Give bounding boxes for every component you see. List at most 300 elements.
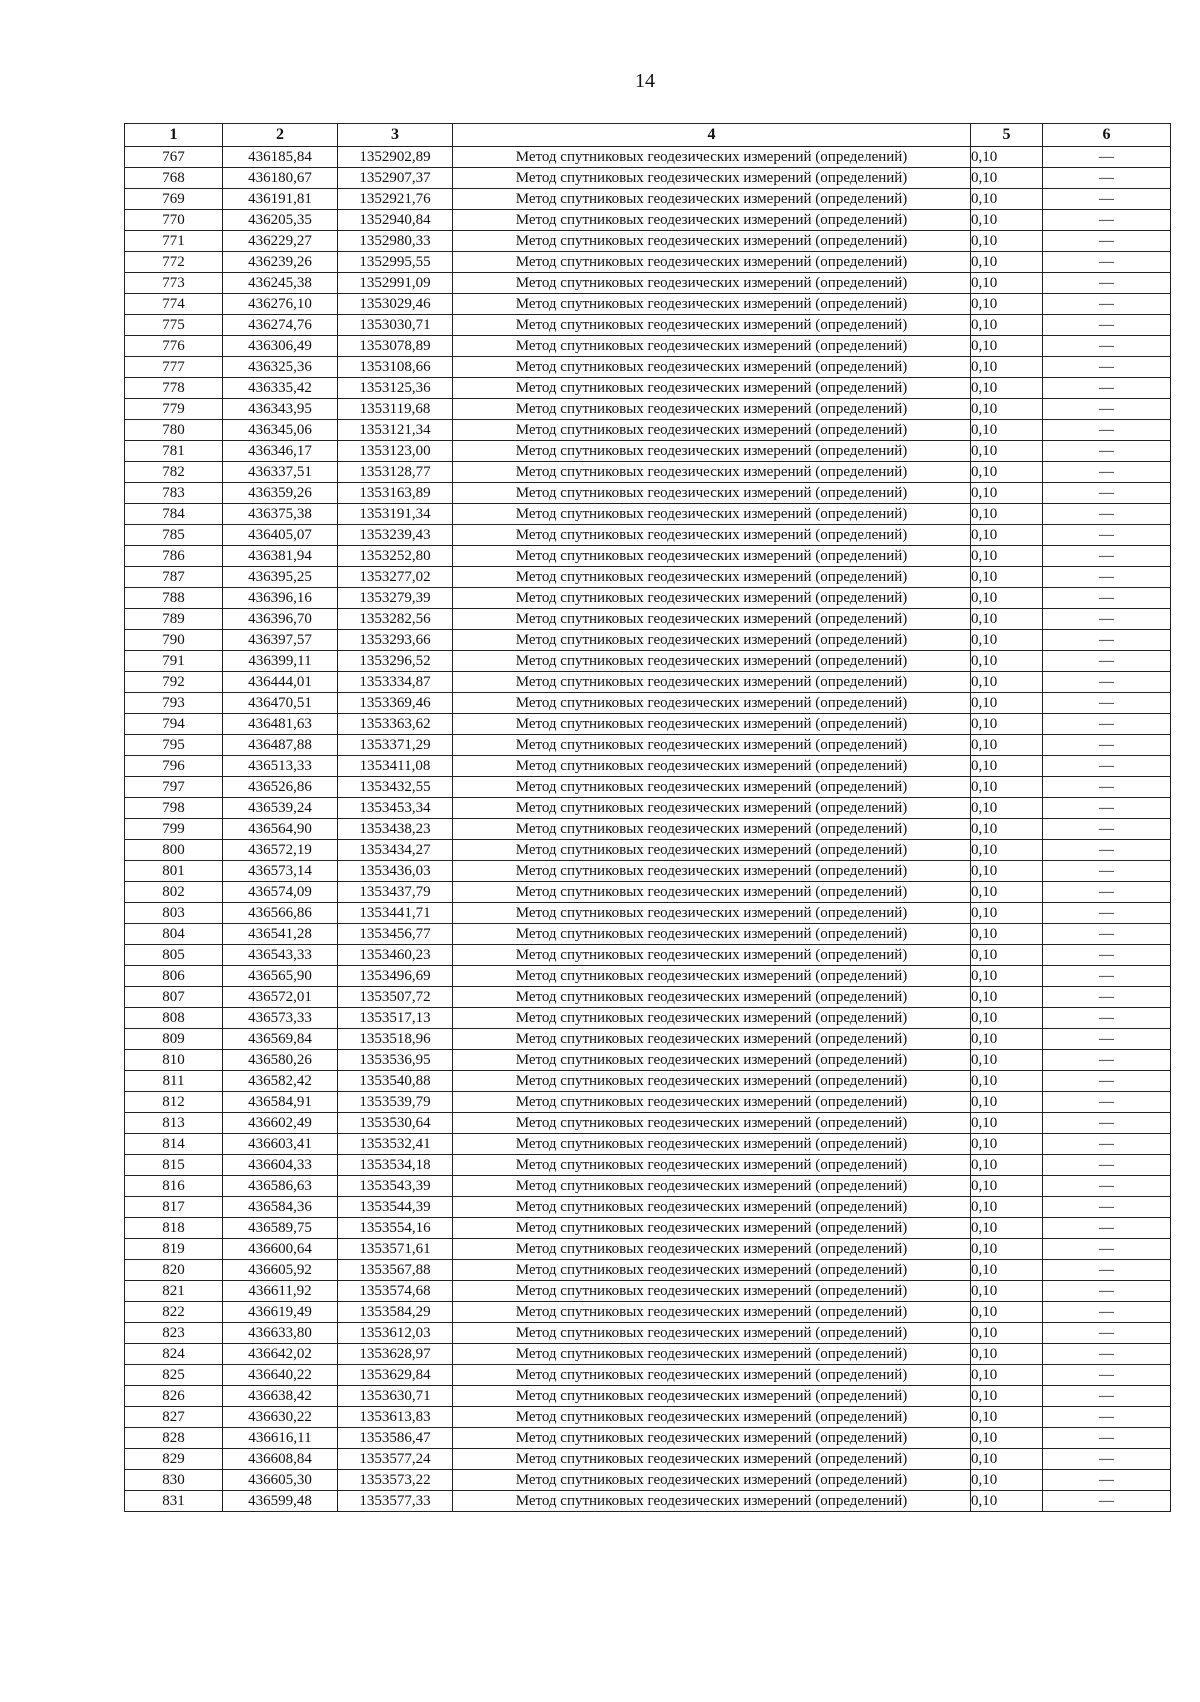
y-coordinate-cell: 1353030,71 [338, 315, 453, 336]
point-number-cell: 797 [125, 777, 223, 798]
y-coordinate-cell: 1353252,80 [338, 546, 453, 567]
method-cell: Метод спутниковых геодезических измерений (определений) [453, 693, 971, 714]
table-row [125, 1239, 1171, 1260]
x-coordinate-cell: 436573,33 [223, 1008, 338, 1029]
method-cell: Метод спутниковых геодезических измерений (определений) [453, 273, 971, 294]
y-coordinate-cell: 1352991,09 [338, 273, 453, 294]
note-cell: — [1043, 252, 1171, 273]
table-row [125, 924, 1171, 945]
note-cell: — [1043, 945, 1171, 966]
x-coordinate-cell: 436642,02 [223, 1344, 338, 1365]
note-cell: — [1043, 777, 1171, 798]
point-number-cell: 822 [125, 1302, 223, 1323]
note-cell: — [1043, 1218, 1171, 1239]
x-coordinate-cell: 436239,26 [223, 252, 338, 273]
accuracy-cell: 0,10 [971, 882, 1043, 903]
point-number-cell: 792 [125, 672, 223, 693]
note-cell: — [1043, 1386, 1171, 1407]
accuracy-cell: 0,10 [971, 504, 1043, 525]
x-coordinate-cell: 436589,75 [223, 1218, 338, 1239]
accuracy-cell: 0,10 [971, 1323, 1043, 1344]
note-cell: — [1043, 210, 1171, 231]
note-cell: — [1043, 1092, 1171, 1113]
method-cell: Метод спутниковых геодезических измерений (определений) [453, 420, 971, 441]
y-coordinate-cell: 1352995,55 [338, 252, 453, 273]
x-coordinate-cell: 436343,95 [223, 399, 338, 420]
table-row [125, 420, 1171, 441]
method-cell: Метод спутниковых геодезических измерений (определений) [453, 231, 971, 252]
y-coordinate-cell: 1353108,66 [338, 357, 453, 378]
note-cell: — [1043, 294, 1171, 315]
y-coordinate-cell: 1353612,03 [338, 1323, 453, 1344]
method-cell: Метод спутниковых геодезических измерений (определений) [453, 840, 971, 861]
x-coordinate-cell: 436180,67 [223, 168, 338, 189]
y-coordinate-cell: 1353121,34 [338, 420, 453, 441]
y-coordinate-cell: 1353571,61 [338, 1239, 453, 1260]
method-cell: Метод спутниковых геодезических измерений (определений) [453, 903, 971, 924]
x-coordinate-cell: 436574,09 [223, 882, 338, 903]
point-number-cell: 803 [125, 903, 223, 924]
table-row [125, 777, 1171, 798]
method-cell: Метод спутниковых геодезических измерений (определений) [453, 588, 971, 609]
table-row [125, 1197, 1171, 1218]
y-coordinate-cell: 1353277,02 [338, 567, 453, 588]
note-cell: — [1043, 1155, 1171, 1176]
point-number-cell: 796 [125, 756, 223, 777]
x-coordinate-cell: 436396,16 [223, 588, 338, 609]
accuracy-cell: 0,10 [971, 798, 1043, 819]
accuracy-cell: 0,10 [971, 630, 1043, 651]
note-cell: — [1043, 1239, 1171, 1260]
note-cell: — [1043, 231, 1171, 252]
table-row [125, 714, 1171, 735]
method-cell: Метод спутниковых геодезических измерений (определений) [453, 1050, 971, 1071]
table-row [125, 525, 1171, 546]
y-coordinate-cell: 1353436,03 [338, 861, 453, 882]
method-cell: Метод спутниковых геодезических измерений (определений) [453, 378, 971, 399]
accuracy-cell: 0,10 [971, 945, 1043, 966]
note-cell: — [1043, 441, 1171, 462]
method-cell: Метод спутниковых геодезических измерений (определений) [453, 1134, 971, 1155]
table-row [125, 252, 1171, 273]
point-number-cell: 813 [125, 1113, 223, 1134]
table-row [125, 1092, 1171, 1113]
table-row [125, 1050, 1171, 1071]
point-number-cell: 809 [125, 1029, 223, 1050]
y-coordinate-cell: 1353629,84 [338, 1365, 453, 1386]
point-number-cell: 828 [125, 1428, 223, 1449]
method-cell: Метод спутниковых геодезических измерений (определений) [453, 1239, 971, 1260]
note-cell: — [1043, 504, 1171, 525]
note-cell: — [1043, 987, 1171, 1008]
y-coordinate-cell: 1353293,66 [338, 630, 453, 651]
y-coordinate-cell: 1353460,23 [338, 945, 453, 966]
table-row [125, 315, 1171, 336]
x-coordinate-cell: 436602,49 [223, 1113, 338, 1134]
x-coordinate-cell: 436205,35 [223, 210, 338, 231]
accuracy-cell: 0,10 [971, 378, 1043, 399]
accuracy-cell: 0,10 [971, 651, 1043, 672]
note-cell: — [1043, 1071, 1171, 1092]
accuracy-cell: 0,10 [971, 693, 1043, 714]
y-coordinate-cell: 1353438,23 [338, 819, 453, 840]
y-coordinate-cell: 1353334,87 [338, 672, 453, 693]
point-number-cell: 787 [125, 567, 223, 588]
note-cell: — [1043, 1344, 1171, 1365]
point-number-cell: 794 [125, 714, 223, 735]
point-number-cell: 784 [125, 504, 223, 525]
accuracy-cell: 0,10 [971, 546, 1043, 567]
accuracy-cell: 0,10 [971, 1239, 1043, 1260]
y-coordinate-cell: 1353029,46 [338, 294, 453, 315]
note-cell: — [1043, 1176, 1171, 1197]
accuracy-cell: 0,10 [971, 462, 1043, 483]
accuracy-cell: 0,10 [971, 210, 1043, 231]
y-coordinate-cell: 1353411,08 [338, 756, 453, 777]
method-cell: Метод спутниковых геодезических измерений (определений) [453, 819, 971, 840]
accuracy-cell: 0,10 [971, 903, 1043, 924]
x-coordinate-cell: 436345,06 [223, 420, 338, 441]
header-col-5: 5 [971, 124, 1043, 147]
x-coordinate-cell: 436600,64 [223, 1239, 338, 1260]
y-coordinate-cell: 1353630,71 [338, 1386, 453, 1407]
header-col-6: 6 [1043, 124, 1171, 147]
note-cell: — [1043, 609, 1171, 630]
table-row [125, 798, 1171, 819]
x-coordinate-cell: 436638,42 [223, 1386, 338, 1407]
table-header [125, 124, 1171, 147]
table-row [125, 378, 1171, 399]
method-cell: Метод спутниковых геодезических измерений (определений) [453, 525, 971, 546]
method-cell: Метод спутниковых геодезических измерений (определений) [453, 798, 971, 819]
method-cell: Метод спутниковых геодезических измерений (определений) [453, 651, 971, 672]
y-coordinate-cell: 1353628,97 [338, 1344, 453, 1365]
point-number-cell: 817 [125, 1197, 223, 1218]
table-row [125, 504, 1171, 525]
note-cell: — [1043, 273, 1171, 294]
y-coordinate-cell: 1353584,29 [338, 1302, 453, 1323]
accuracy-cell: 0,10 [971, 1155, 1043, 1176]
x-coordinate-cell: 436375,38 [223, 504, 338, 525]
point-number-cell: 779 [125, 399, 223, 420]
x-coordinate-cell: 436185,84 [223, 147, 338, 168]
x-coordinate-cell: 436381,94 [223, 546, 338, 567]
accuracy-cell: 0,10 [971, 1470, 1043, 1491]
point-number-cell: 772 [125, 252, 223, 273]
table-row [125, 567, 1171, 588]
page-number: 14 [635, 70, 655, 92]
point-number-cell: 814 [125, 1134, 223, 1155]
x-coordinate-cell: 436487,88 [223, 735, 338, 756]
x-coordinate-cell: 436306,49 [223, 336, 338, 357]
point-number-cell: 783 [125, 483, 223, 504]
table-row [125, 651, 1171, 672]
accuracy-cell: 0,10 [971, 567, 1043, 588]
x-coordinate-cell: 436397,57 [223, 630, 338, 651]
x-coordinate-cell: 436395,25 [223, 567, 338, 588]
point-number-cell: 808 [125, 1008, 223, 1029]
y-coordinate-cell: 1353282,56 [338, 609, 453, 630]
point-number-cell: 793 [125, 693, 223, 714]
table-row [125, 1008, 1171, 1029]
table-row [125, 987, 1171, 1008]
point-number-cell: 830 [125, 1470, 223, 1491]
table-row [125, 1428, 1171, 1449]
method-cell: Метод спутниковых геодезических измерений (определений) [453, 210, 971, 231]
accuracy-cell: 0,10 [971, 1386, 1043, 1407]
accuracy-cell: 0,10 [971, 1029, 1043, 1050]
table-row [125, 966, 1171, 987]
accuracy-cell: 0,10 [971, 1491, 1043, 1512]
note-cell: — [1043, 693, 1171, 714]
x-coordinate-cell: 436539,24 [223, 798, 338, 819]
table-row [125, 1470, 1171, 1491]
note-cell: — [1043, 168, 1171, 189]
accuracy-cell: 0,10 [971, 735, 1043, 756]
x-coordinate-cell: 436640,22 [223, 1365, 338, 1386]
point-number-cell: 829 [125, 1449, 223, 1470]
note-cell: — [1043, 588, 1171, 609]
y-coordinate-cell: 1353518,96 [338, 1029, 453, 1050]
y-coordinate-cell: 1353574,68 [338, 1281, 453, 1302]
table-row [125, 735, 1171, 756]
table-row [125, 1302, 1171, 1323]
note-cell: — [1043, 546, 1171, 567]
method-cell: Метод спутниковых геодезических измерений (определений) [453, 756, 971, 777]
accuracy-cell: 0,10 [971, 1407, 1043, 1428]
accuracy-cell: 0,10 [971, 189, 1043, 210]
point-number-cell: 815 [125, 1155, 223, 1176]
y-coordinate-cell: 1352907,37 [338, 168, 453, 189]
accuracy-cell: 0,10 [971, 1071, 1043, 1092]
x-coordinate-cell: 436541,28 [223, 924, 338, 945]
method-cell: Метод спутниковых геодезических измерений (определений) [453, 924, 971, 945]
y-coordinate-cell: 1353567,88 [338, 1260, 453, 1281]
method-cell: Метод спутниковых геодезических измерений (определений) [453, 1407, 971, 1428]
x-coordinate-cell: 436633,80 [223, 1323, 338, 1344]
point-number-cell: 768 [125, 168, 223, 189]
point-number-cell: 806 [125, 966, 223, 987]
header-col-4: 4 [453, 124, 971, 147]
note-cell: — [1043, 1365, 1171, 1386]
point-number-cell: 788 [125, 588, 223, 609]
accuracy-cell: 0,10 [971, 1344, 1043, 1365]
accuracy-cell: 0,10 [971, 861, 1043, 882]
table-row [125, 1344, 1171, 1365]
note-cell: — [1043, 1197, 1171, 1218]
point-number-cell: 823 [125, 1323, 223, 1344]
table-row [125, 189, 1171, 210]
x-coordinate-cell: 436564,90 [223, 819, 338, 840]
y-coordinate-cell: 1352921,76 [338, 189, 453, 210]
x-coordinate-cell: 436337,51 [223, 462, 338, 483]
accuracy-cell: 0,10 [971, 399, 1043, 420]
accuracy-cell: 0,10 [971, 1218, 1043, 1239]
method-cell: Метод спутниковых геодезических измерений (определений) [453, 147, 971, 168]
accuracy-cell: 0,10 [971, 1281, 1043, 1302]
table-row [125, 1071, 1171, 1092]
point-number-cell: 824 [125, 1344, 223, 1365]
point-number-cell: 804 [125, 924, 223, 945]
y-coordinate-cell: 1353554,16 [338, 1218, 453, 1239]
note-cell: — [1043, 1281, 1171, 1302]
x-coordinate-cell: 436584,91 [223, 1092, 338, 1113]
accuracy-cell: 0,10 [971, 1197, 1043, 1218]
y-coordinate-cell: 1352940,84 [338, 210, 453, 231]
y-coordinate-cell: 1353543,39 [338, 1176, 453, 1197]
note-cell: — [1043, 861, 1171, 882]
method-cell: Метод спутниковых геодезических измерений (определений) [453, 1344, 971, 1365]
method-cell: Метод спутниковых геодезических измерений (определений) [453, 294, 971, 315]
note-cell: — [1043, 735, 1171, 756]
x-coordinate-cell: 436582,42 [223, 1071, 338, 1092]
method-cell: Метод спутниковых геодезических измерений (определений) [453, 189, 971, 210]
point-number-cell: 818 [125, 1218, 223, 1239]
x-coordinate-cell: 436513,33 [223, 756, 338, 777]
y-coordinate-cell: 1353532,41 [338, 1134, 453, 1155]
method-cell: Метод спутниковых геодезических измерений (определений) [453, 1470, 971, 1491]
y-coordinate-cell: 1353369,46 [338, 693, 453, 714]
accuracy-cell: 0,10 [971, 588, 1043, 609]
table-row [125, 1323, 1171, 1344]
method-cell: Метод спутниковых геодезических измерений (определений) [453, 882, 971, 903]
method-cell: Метод спутниковых геодезических измерений (определений) [453, 1491, 971, 1512]
note-cell: — [1043, 966, 1171, 987]
method-cell: Метод спутниковых геодезических измерений (определений) [453, 609, 971, 630]
table-row [125, 693, 1171, 714]
table-row [125, 462, 1171, 483]
y-coordinate-cell: 1353363,62 [338, 714, 453, 735]
x-coordinate-cell: 436605,92 [223, 1260, 338, 1281]
header-col-1: 1 [125, 124, 223, 147]
x-coordinate-cell: 436630,22 [223, 1407, 338, 1428]
x-coordinate-cell: 436611,92 [223, 1281, 338, 1302]
point-number-cell: 777 [125, 357, 223, 378]
method-cell: Метод спутниковых геодезических измерений (определений) [453, 1386, 971, 1407]
note-cell: — [1043, 798, 1171, 819]
x-coordinate-cell: 436470,51 [223, 693, 338, 714]
note-cell: — [1043, 378, 1171, 399]
method-cell: Метод спутниковых геодезических измерений (определений) [453, 399, 971, 420]
point-number-cell: 819 [125, 1239, 223, 1260]
x-coordinate-cell: 436526,86 [223, 777, 338, 798]
method-cell: Метод спутниковых геодезических измерений (определений) [453, 966, 971, 987]
method-cell: Метод спутниковых геодезических измерений (определений) [453, 1155, 971, 1176]
point-number-cell: 816 [125, 1176, 223, 1197]
table-row [125, 630, 1171, 651]
x-coordinate-cell: 436603,41 [223, 1134, 338, 1155]
method-cell: Метод спутниковых геодезических измерений (определений) [453, 252, 971, 273]
table-row [125, 399, 1171, 420]
note-cell: — [1043, 567, 1171, 588]
accuracy-cell: 0,10 [971, 966, 1043, 987]
table-row [125, 1113, 1171, 1134]
table-body [125, 147, 1171, 1512]
method-cell: Метод спутниковых геодезических измерений (определений) [453, 1449, 971, 1470]
point-number-cell: 826 [125, 1386, 223, 1407]
point-number-cell: 773 [125, 273, 223, 294]
point-number-cell: 767 [125, 147, 223, 168]
accuracy-cell: 0,10 [971, 315, 1043, 336]
method-cell: Метод спутниковых геодезических измерений (определений) [453, 357, 971, 378]
method-cell: Метод спутниковых геодезических измерений (определений) [453, 1071, 971, 1092]
note-cell: — [1043, 420, 1171, 441]
method-cell: Метод спутниковых геодезических измерений (определений) [453, 504, 971, 525]
note-cell: — [1043, 399, 1171, 420]
note-cell: — [1043, 1323, 1171, 1344]
point-number-cell: 789 [125, 609, 223, 630]
method-cell: Метод спутниковых геодезических измерений (определений) [453, 630, 971, 651]
point-number-cell: 769 [125, 189, 223, 210]
y-coordinate-cell: 1353456,77 [338, 924, 453, 945]
x-coordinate-cell: 436580,26 [223, 1050, 338, 1071]
table-row [125, 1281, 1171, 1302]
accuracy-cell: 0,10 [971, 1176, 1043, 1197]
accuracy-cell: 0,10 [971, 294, 1043, 315]
table-row [125, 483, 1171, 504]
note-cell: — [1043, 1302, 1171, 1323]
accuracy-cell: 0,10 [971, 1092, 1043, 1113]
table-row [125, 840, 1171, 861]
method-cell: Метод спутниковых геодезических измерений (определений) [453, 1029, 971, 1050]
note-cell: — [1043, 357, 1171, 378]
table-row [125, 336, 1171, 357]
y-coordinate-cell: 1353539,79 [338, 1092, 453, 1113]
accuracy-cell: 0,10 [971, 1113, 1043, 1134]
method-cell: Метод спутниковых геодезических измерений (определений) [453, 777, 971, 798]
accuracy-cell: 0,10 [971, 1008, 1043, 1029]
point-number-cell: 802 [125, 882, 223, 903]
note-cell: — [1043, 840, 1171, 861]
method-cell: Метод спутниковых геодезических измерений (определений) [453, 1260, 971, 1281]
table-row [125, 945, 1171, 966]
x-coordinate-cell: 436245,38 [223, 273, 338, 294]
table-row [125, 1491, 1171, 1512]
x-coordinate-cell: 436565,90 [223, 966, 338, 987]
header-row [125, 124, 1171, 147]
point-number-cell: 786 [125, 546, 223, 567]
table-row [125, 1218, 1171, 1239]
table-row [125, 1176, 1171, 1197]
point-number-cell: 778 [125, 378, 223, 399]
note-cell: — [1043, 1113, 1171, 1134]
table-row [125, 672, 1171, 693]
note-cell: — [1043, 1449, 1171, 1470]
point-number-cell: 795 [125, 735, 223, 756]
method-cell: Метод спутниковых геодезических измерений (определений) [453, 168, 971, 189]
table-row [125, 1155, 1171, 1176]
y-coordinate-cell: 1353128,77 [338, 462, 453, 483]
y-coordinate-cell: 1353119,68 [338, 399, 453, 420]
accuracy-cell: 0,10 [971, 231, 1043, 252]
point-number-cell: 807 [125, 987, 223, 1008]
point-number-cell: 781 [125, 441, 223, 462]
table-row [125, 210, 1171, 231]
accuracy-cell: 0,10 [971, 483, 1043, 504]
y-coordinate-cell: 1353441,71 [338, 903, 453, 924]
x-coordinate-cell: 436335,42 [223, 378, 338, 399]
note-cell: — [1043, 315, 1171, 336]
method-cell: Метод спутниковых геодезических измерений (определений) [453, 336, 971, 357]
method-cell: Метод спутниковых геодезических измерений (определений) [453, 315, 971, 336]
table-row [125, 588, 1171, 609]
x-coordinate-cell: 436599,48 [223, 1491, 338, 1512]
method-cell: Метод спутниковых геодезических измерений (определений) [453, 714, 971, 735]
point-number-cell: 770 [125, 210, 223, 231]
note-cell: — [1043, 147, 1171, 168]
x-coordinate-cell: 436586,63 [223, 1176, 338, 1197]
y-coordinate-cell: 1353517,13 [338, 1008, 453, 1029]
